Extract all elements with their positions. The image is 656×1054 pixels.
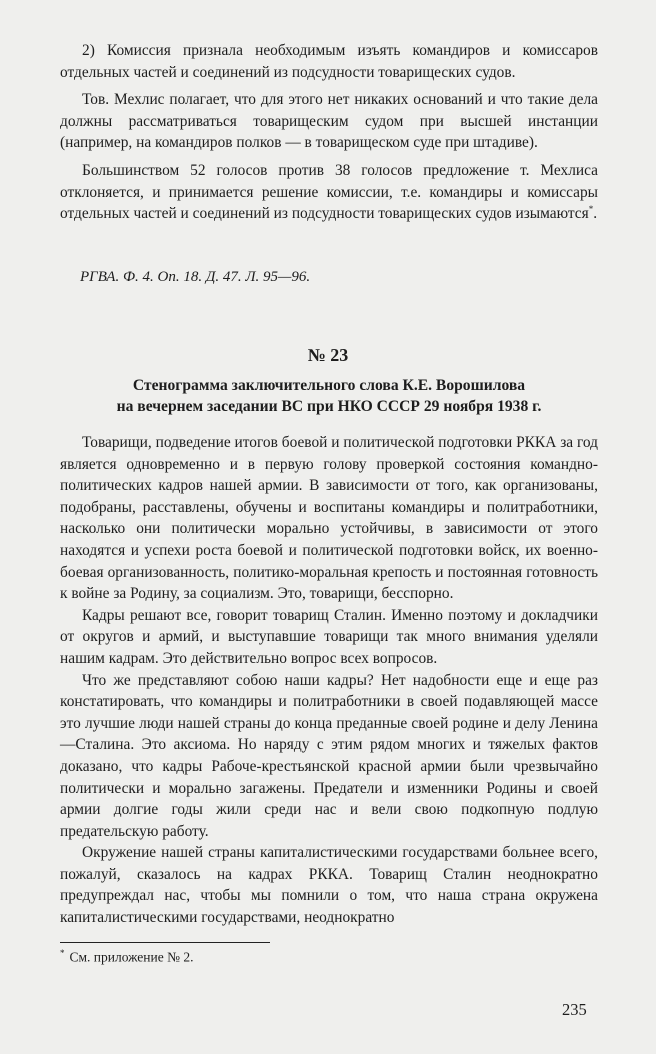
footnote-mark: *	[60, 948, 65, 958]
footnote-divider	[60, 942, 270, 943]
paragraph-mekhlis-opinion: Тов. Мехлис полагает, что для этого нет никаких оснований и что такие дела должны рассматриваться товарищеским судом при высшей инстанции (например, на командиров полков — в товарищеском суде при штадиве).	[60, 91, 598, 152]
document-number: № 23	[307, 345, 349, 365]
top-text-block	[60, 40, 598, 225]
paragraph-3: Что же представляют собою наши кадры? Нет надобности еще и еще раз констатировать, что командиры и политработники в своей подавляющей массе это лучшие люди нашей страны до конца преданные своей родине и делу Ленина—Сталина. Это аксиома. Но наряду с этим рядом многих и тяжелых фактов доказано, что кадры Рабоче-крестьянской красной армии были чрезвычайно политически и морально загажены. Предатели и изменники Родины и своей армии долгие годы жили среди нас и вели свою подкопную подлую предательскую работу.	[60, 671, 598, 840]
main-text-block	[60, 432, 598, 929]
paragraph-2: Кадры решают все, говорит товарищ Сталин. Именно поэтому и докладчики от округов и армий, и выступавшие товарищи так много внимания уделяли нашим кадрам. Это действительно вопрос всех вопросов.	[60, 606, 598, 667]
paragraph-4: Окружение нашей страны капиталистическими государствами больнее всего, пожалуй, сказалось на кадрах РККА. Товарищ Сталин неоднократно предупреждал нас, чтобы мы помнили о том, что наша страна окружена капиталистическими государствами, неоднократно	[60, 844, 598, 927]
paragraph-1: Товарищи, подведение итогов боевой и политической подготовки РККА за год является одновременно и в первую голову проверкой состояния командно-политических кадров нашей армии. В зависимости от того, как организованы, подобраны, расставлены, обучены и воспитаны командиры и политработники, насколько они политически морально устойчивы, в зависимости от этого находятся и успехи роста боевой и политической подготовки войск, их военно-боевая организованность, политико-моральная крепость и постоянная готовность к войне за Родину, за социализм. Это, товарищи, бесспорно.	[60, 434, 598, 603]
document-title-line-1: Стенограмма заключительного слова К.Е. Ворошилова	[132, 377, 526, 394]
archive-source-reference: РГВА. Ф. 4. Оп. 18. Д. 47. Л. 95—96.	[80, 269, 311, 285]
vote-result-text: Большинством 52 голосов против 38 голосов предложение т. Мехлиса отклоняется, и принимается решение комиссии, т.е. командиры и комиссары отдельных частей и соединений из подсудности товарищеских судов изымаются	[60, 161, 598, 223]
document-title	[60, 375, 598, 417]
footnote-text: См. приложение № 2.	[69, 949, 194, 965]
page-number: 235	[562, 1000, 587, 1019]
document-title-line-2: на вечернем заседании ВС при НКО СССР 29 ноября 1938 г.	[116, 398, 542, 415]
paragraph-commission-decision: 2) Комиссия признала необходимым изъять командиров и комиссаров отдельных частей и соединений из подсудности товарищеских судов.	[60, 42, 598, 81]
paragraph-vote-result	[60, 160, 598, 225]
footnote	[60, 948, 194, 966]
vote-result-period: .	[593, 205, 598, 223]
footnote-reference-mark: *	[588, 204, 594, 215]
